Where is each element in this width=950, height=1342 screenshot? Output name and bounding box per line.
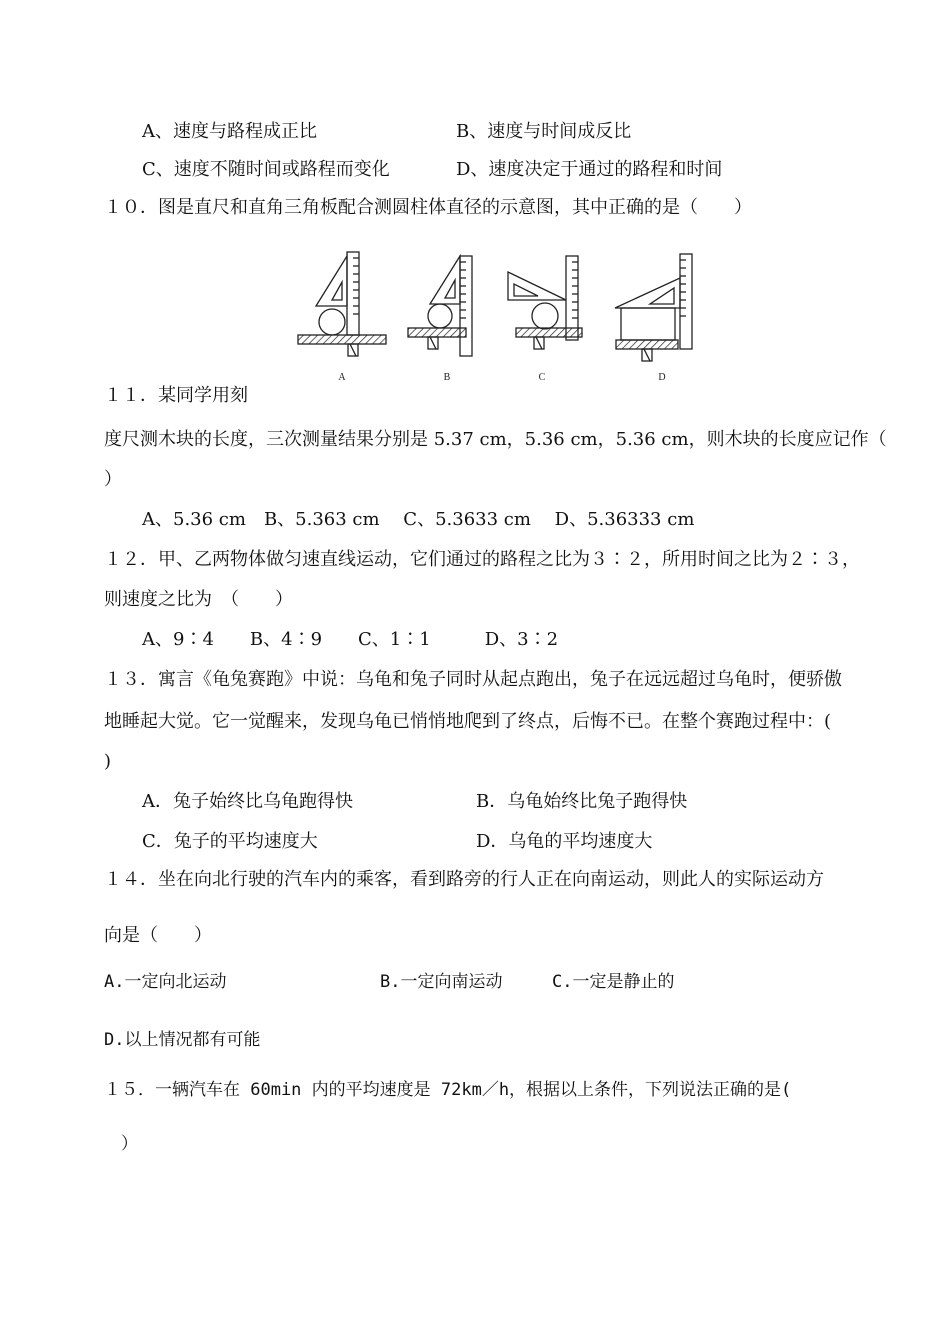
q14-option-a: A.一定向北运动 [104, 972, 227, 992]
fig-label-d: D [658, 372, 666, 383]
q9-option-d: D、速度决定于通过的路程和时间 [456, 159, 723, 180]
q15-stem-line2: ） [104, 1134, 138, 1154]
q14-option-b: B.一定向南运动 [380, 972, 503, 992]
fig-label-c: C [538, 372, 546, 383]
q14-stem-line2: 向是（ ） [104, 925, 212, 946]
q13-stem-line3: ) [104, 751, 112, 772]
diagram-a [298, 252, 386, 356]
q14-stem-line1: １４．坐在向北行驶的汽车内的乘客，看到路旁的行人正在向南运动，则此人的实际运动方 [104, 869, 824, 890]
diagram-b [408, 256, 472, 356]
diagram-c [508, 256, 582, 349]
q11-stem-line1: １１．某同学用刻 [104, 385, 248, 406]
q11-stem-line2: 度尺测木块的长度，三次测量结果分别是 5.37 cm，5.36 cm，5.36 cm，则木块的长度应记作（ [104, 429, 887, 450]
q13-stem-line1: １３．寓言《龟兔赛跑》中说：乌龟和兔子同时从起点跑出，兔子在远远超过乌龟时，便骄傲 [104, 669, 842, 690]
q12-options: A、9∶4 B、4∶9 C、1∶1 D、3∶2 [142, 629, 559, 650]
q12-stem-line1: １２．甲、乙两物体做匀速直线运动，它们通过的路程之比为３∶２，所用时间之比为２∶３， [104, 549, 860, 570]
q9-option-c: C、速度不随时间或路程而变化 [142, 159, 390, 180]
q13-option-a: A．兔子始终比乌龟跑得快 [142, 791, 353, 812]
q9-option-b: B、速度与时间成反比 [456, 121, 632, 142]
q10-stem: １０．图是直尺和直角三角板配合测圆柱体直径的示意图，其中正确的是（ ） [104, 197, 752, 218]
q13-option-d: D．乌龟的平均速度大 [476, 831, 653, 852]
q13-option-c: C．兔子的平均速度大 [142, 831, 318, 852]
q15-stem-line1: １５．一辆汽车在 60min 内的平均速度是 72km／h，根据以上条件，下列说法正确的是( [104, 1080, 792, 1100]
q10-diagram-ruler-triangle [290, 242, 710, 392]
q11-stem-line3: ） [104, 469, 122, 490]
q13-option-b: B．乌龟始终比兔子跑得快 [476, 791, 688, 812]
q13-stem-line2: 地睡起大觉。它一觉醒来，发现乌龟已悄悄地爬到了终点，后悔不已。在整个赛跑过程中：( [104, 711, 832, 732]
fig-label-a: A [338, 372, 346, 383]
q14-option-c: C.一定是静止的 [552, 972, 675, 992]
q14-option-d: D.以上情况都有可能 [104, 1030, 261, 1050]
q9-option-a: A、速度与路程成正比 [142, 121, 317, 142]
fig-label-b: B [443, 372, 451, 383]
diagram-d [615, 254, 692, 361]
q11-options: A、5.36 cm B、5.363 cm C、5.3633 cm D、5.36333 cm [142, 509, 695, 530]
q12-stem-line2: 则速度之比为 （ ） [104, 589, 293, 610]
